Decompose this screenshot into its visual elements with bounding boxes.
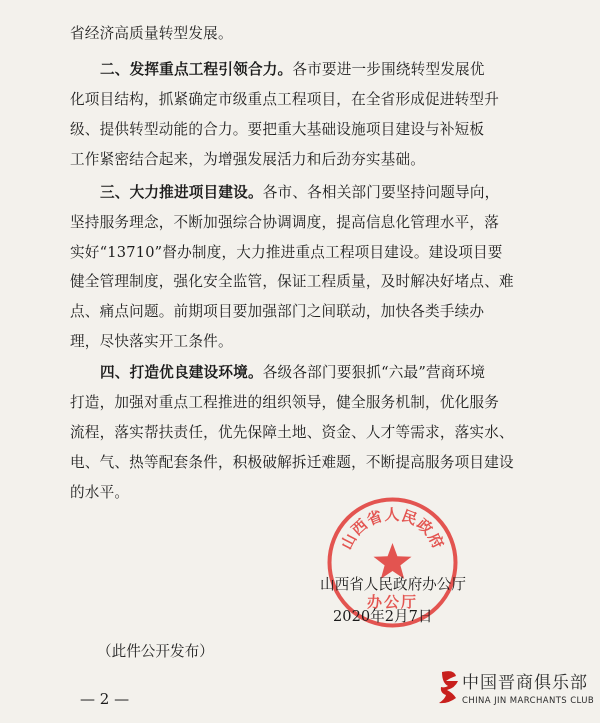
club-watermark [436, 666, 596, 718]
section-heading: 四、打造优良建设环境。 [100, 364, 263, 381]
club-english-name: CHINA JIN MARCHANTS CLUB [462, 696, 595, 706]
section-heading: 二、发挥重点工程引领合力。 [100, 61, 293, 78]
text-line: 实好“13710”督办制度，大力推进重点工程项目建设。建设项目要 [70, 244, 503, 261]
text-line: 工作紧密结合起来，为增强发展活力和后劲夯实基础。 [70, 151, 426, 168]
text-line: 级、提供转型动能的合力。要把重大基础设施项目建设与补短板 [70, 121, 485, 138]
club-name: 中国晋商俱乐部 [462, 673, 588, 693]
issuing-office: 山西省人民政府办公厅 [320, 576, 466, 593]
text-line: 省经济高质量转型发展。 [70, 25, 233, 42]
text-line: 打造，加强对重点工程推进的组织领导，健全服务机制，优化服务 [70, 394, 500, 411]
text-line: 电、气、热等配套条件，积极破解拆迁难题，不断提高服务项目建设 [70, 454, 514, 471]
text-line: 流程，落实帮扶责任，优先保障土地、资金、人才等需求，落实水、 [70, 424, 514, 441]
page-number: — 2 — [80, 690, 130, 708]
text-line: 坚持服务理念，不断加强综合协调调度，提高信息化管理水平，落 [70, 214, 500, 231]
section-heading: 三、大力推进项目建设。 [100, 184, 263, 201]
club-logo-icon [436, 668, 460, 708]
seal-arc-text: 山西省人民政府 [337, 505, 448, 553]
section-heading-line: 二、发挥重点工程引领合力。各市要进一步围绕转型发展优 [100, 61, 485, 78]
text-line: 点、痛点问题。前期项目要加强部门之间联动，加快各类手续办 [70, 303, 485, 320]
section-heading-line: 三、大力推进项目建设。各市、各相关部门要坚持问题导向， [100, 184, 500, 201]
text-line: 化项目结构，抓紧确定市级重点工程项目，在全省形成促进转型升 [70, 91, 500, 108]
issue-date: 2020年2月7日 [333, 608, 433, 625]
text-line: 理，尽快落实开工条件。 [70, 333, 233, 350]
text-line: 的水平。 [70, 484, 130, 501]
section-heading-line: 四、打造优良建设环境。各级各部门要狠抓“六最”营商环境 [100, 364, 486, 381]
text-line: 健全管理制度，强化安全监管，保证工程质量，及时解决好堵点、难 [70, 273, 514, 290]
publication-note: （此件公开发布） [97, 643, 214, 660]
seal-bottom-text: 办公厅 [366, 593, 419, 611]
